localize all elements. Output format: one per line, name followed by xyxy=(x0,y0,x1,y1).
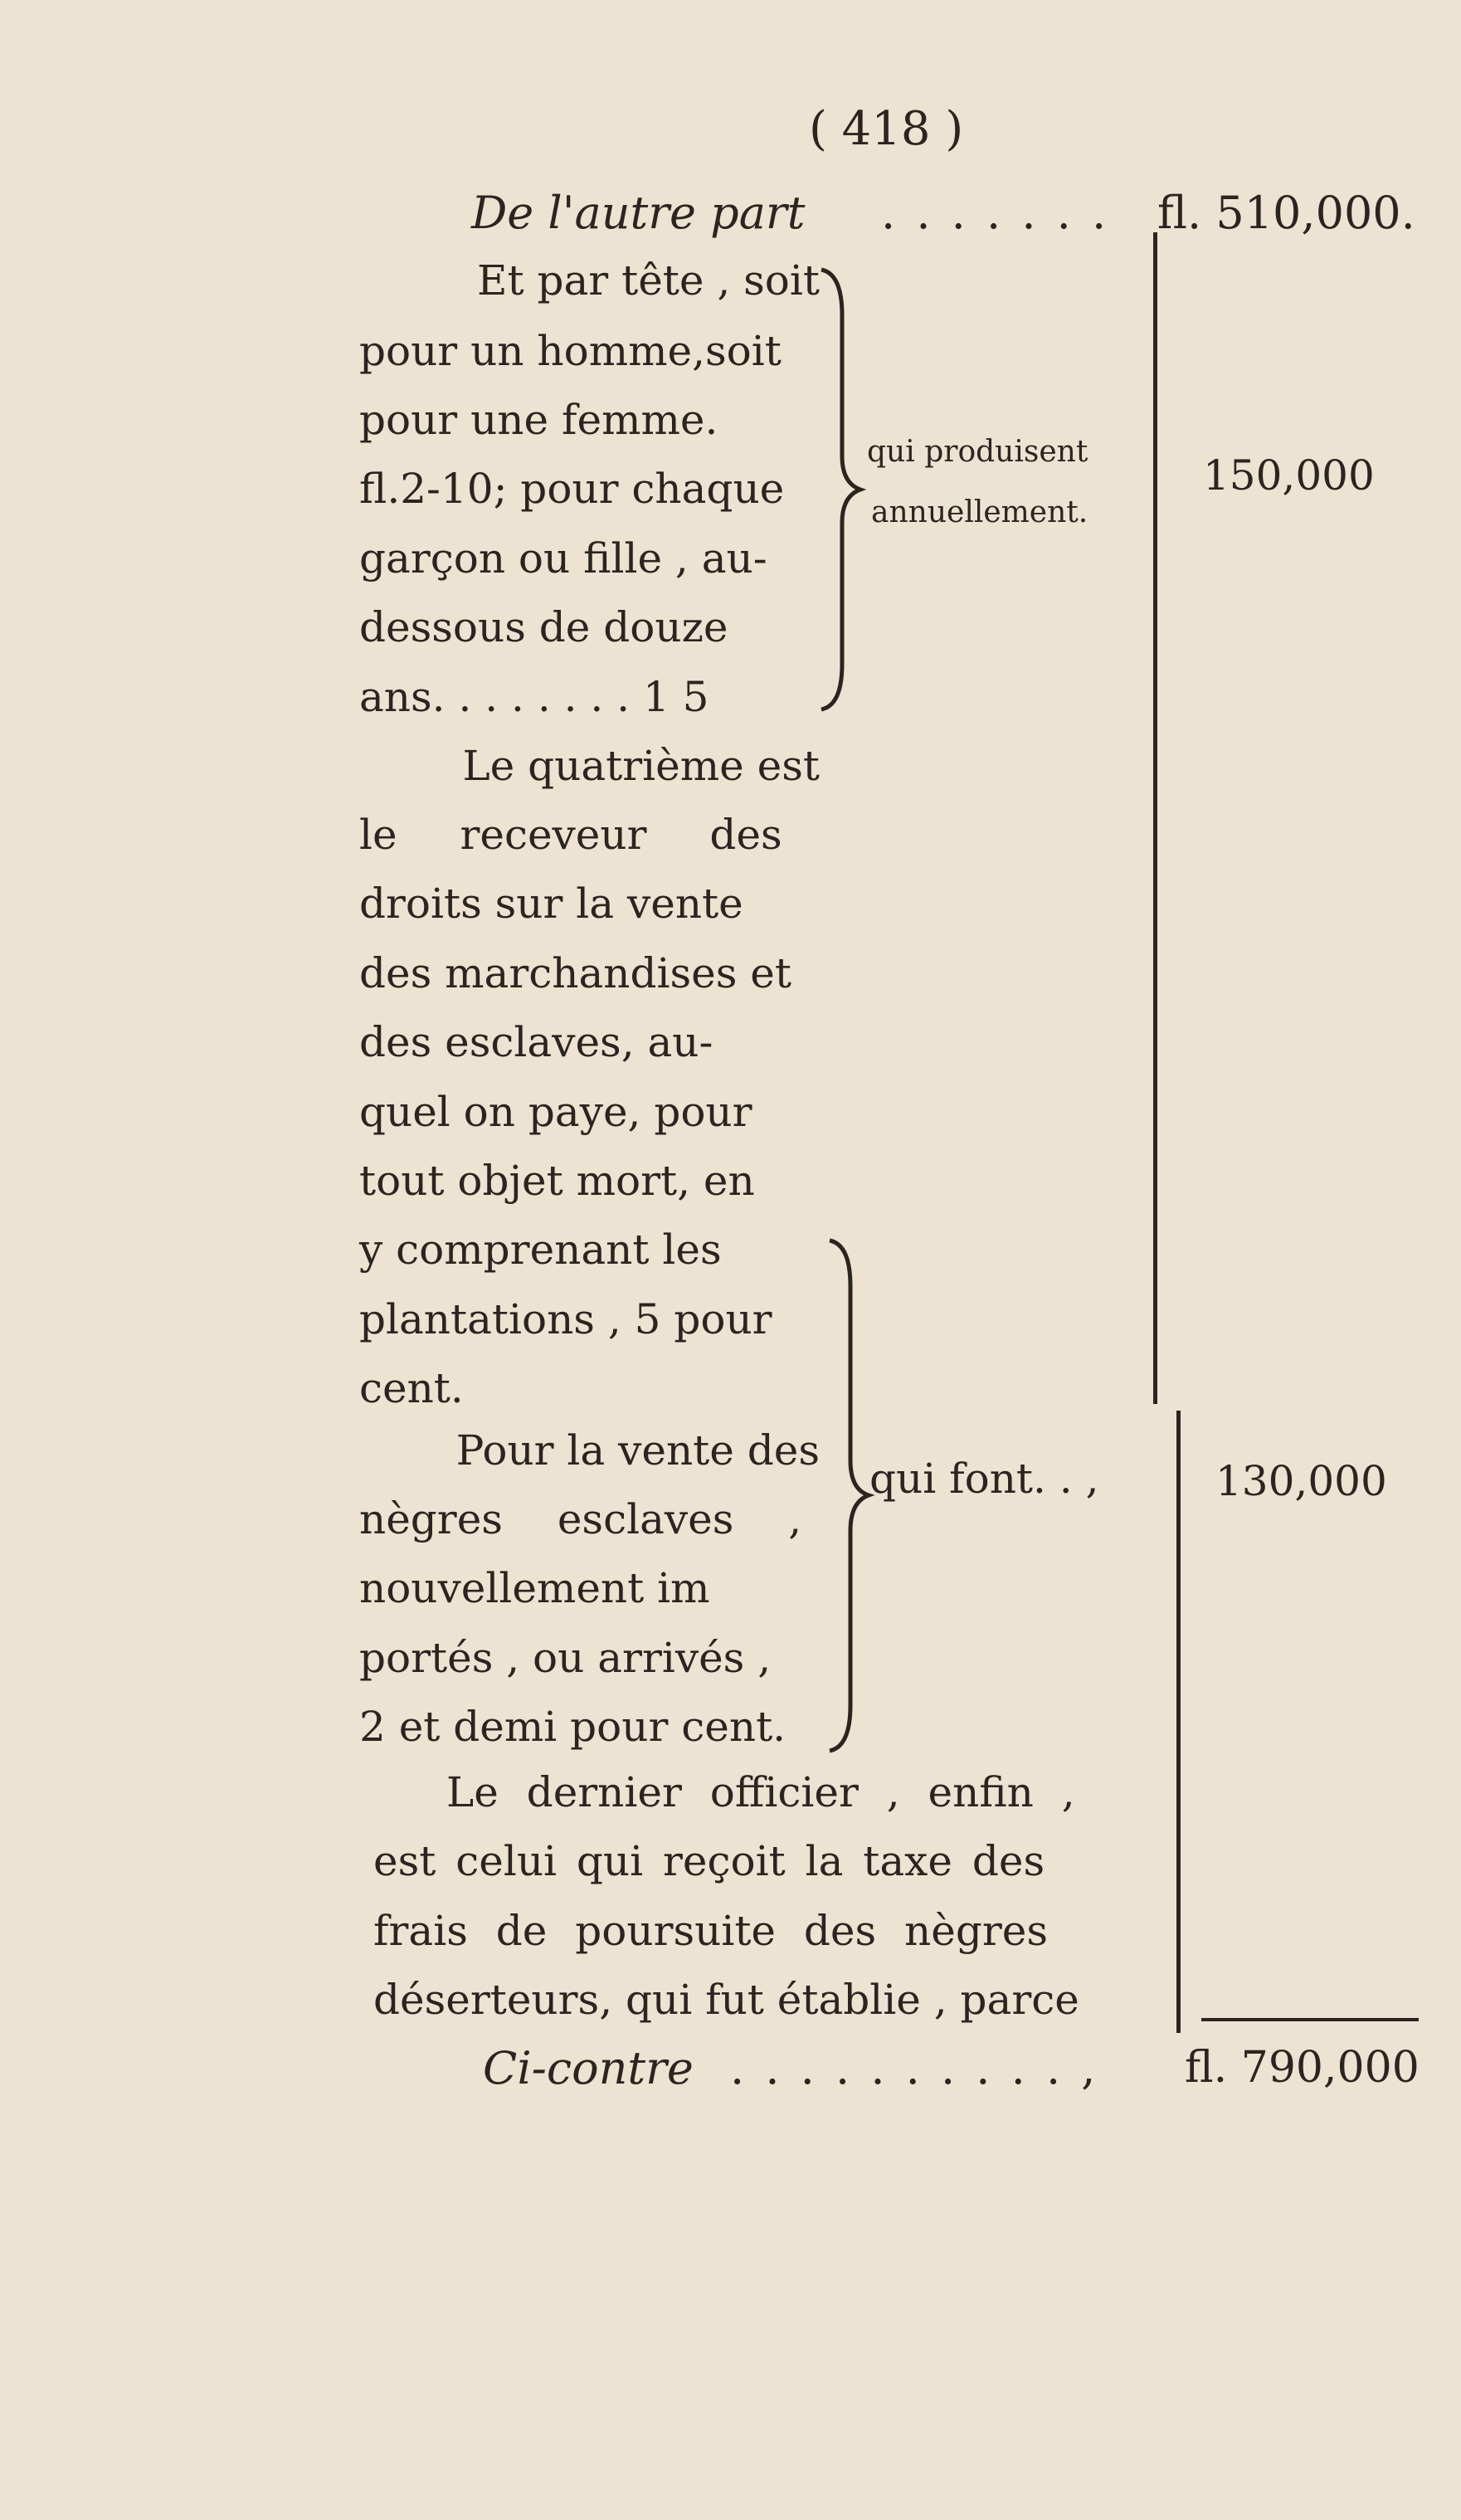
text-line: frais de poursuite des nègres xyxy=(373,1907,1048,1955)
text-line: déserteurs, qui fut établie , parce xyxy=(373,1976,1079,2024)
column-rule xyxy=(1153,232,1157,1404)
text-line: nouvellement im xyxy=(359,1564,710,1612)
text-line: Le quatrième est xyxy=(462,742,820,790)
text-line: nègres esclaves , xyxy=(359,1495,802,1543)
text-line: Et par tête , soit xyxy=(477,256,820,305)
text-line: fl.2-10; pour chaque xyxy=(359,465,785,513)
carried-forward-label: De l'autre part xyxy=(471,187,806,239)
carried-over-total: fl. 790,000 xyxy=(1185,2043,1420,2093)
text-line: le receveur des xyxy=(359,811,782,859)
amount-130000: 130,000 xyxy=(1215,1457,1387,1505)
text-line: ans. . . . . . . . 1 5 xyxy=(359,673,709,721)
text-line: 2 et demi pour cent. xyxy=(359,1703,787,1751)
text-line: droits sur la vente xyxy=(359,880,743,928)
carried-forward-total: fl. 510,000. xyxy=(1157,187,1415,239)
column-rule xyxy=(1176,1411,1181,2033)
text-line: tout objet mort, en xyxy=(359,1157,755,1205)
text-line: Le dernier officier , enfin , xyxy=(446,1768,1075,1816)
text-line: des marchandises et xyxy=(359,949,791,997)
page-number: ( 418 ) xyxy=(809,102,964,156)
carried-forward-dots: . . . . . . . xyxy=(881,187,1110,239)
text-line: garçon ou fille , au- xyxy=(359,534,767,582)
text-line: quel on paye, pour xyxy=(359,1088,752,1136)
note-qui-font: qui font. . , xyxy=(869,1455,1099,1503)
text-line: pour un homme,soit xyxy=(359,327,782,375)
text-line: est celui qui reçoit la taxe des xyxy=(373,1837,1045,1885)
carried-over-dots: . . . . . . . . . . , xyxy=(730,2042,1099,2094)
note-line: annuellement. xyxy=(871,495,1088,529)
text-line: portés , ou arrivés , xyxy=(359,1634,772,1682)
text-line: y comprenant les xyxy=(359,1226,722,1274)
text-line: plantations , 5 pour xyxy=(359,1295,772,1343)
right-brace xyxy=(825,1236,875,1755)
sum-rule xyxy=(1201,2018,1419,2021)
text-line: cent. xyxy=(359,1364,464,1412)
note-line: qui produisent xyxy=(867,435,1088,469)
text-line: Pour la vente des xyxy=(455,1426,820,1474)
right-brace xyxy=(817,266,867,714)
amount-150000: 150,000 xyxy=(1203,451,1375,500)
text-line: pour une femme. xyxy=(359,396,718,444)
carried-over-label: Ci-contre xyxy=(483,2042,694,2094)
text-line: dessous de douze xyxy=(359,603,728,651)
text-line: des esclaves, au- xyxy=(359,1018,713,1066)
